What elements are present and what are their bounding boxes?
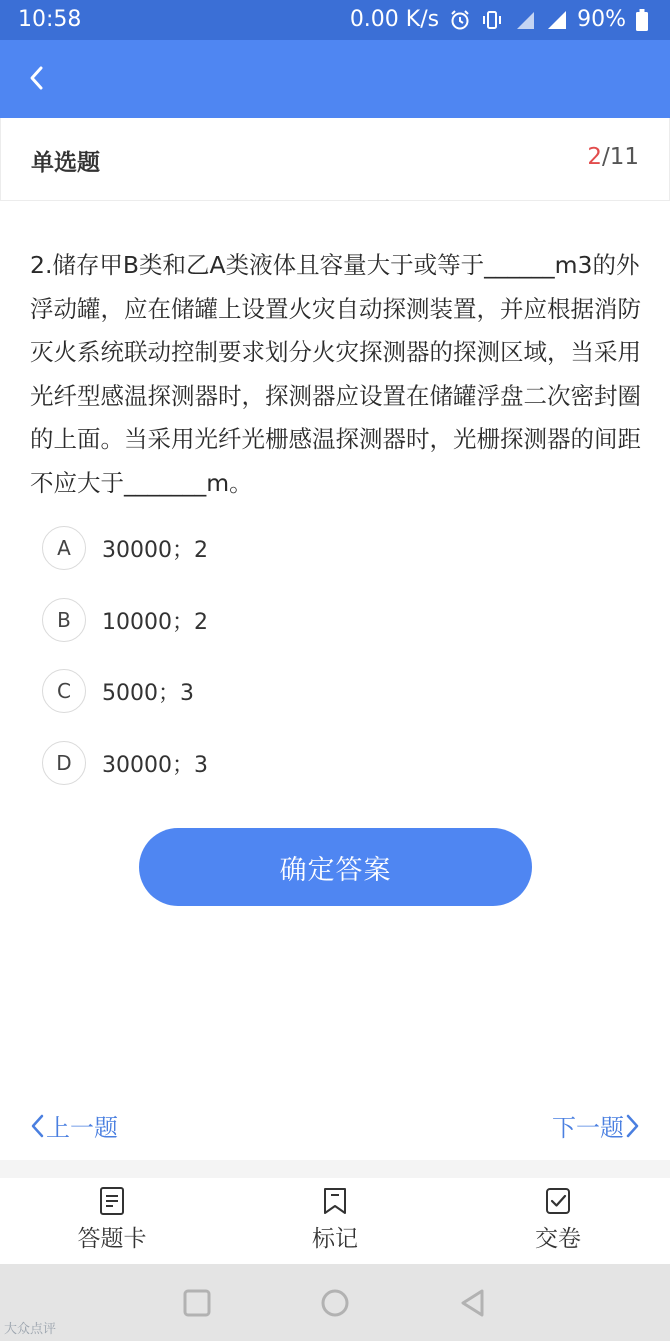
app-bar bbox=[0, 40, 670, 118]
tab-label: 标记 bbox=[312, 1226, 358, 1252]
option-b[interactable] bbox=[42, 597, 208, 643]
status-time: 10:58 bbox=[18, 7, 82, 32]
status-bar bbox=[0, 0, 670, 40]
back-nav-icon[interactable] bbox=[456, 1286, 490, 1320]
back-button[interactable] bbox=[18, 60, 54, 96]
recent-apps-icon[interactable] bbox=[180, 1286, 214, 1320]
vibrate-icon bbox=[481, 9, 503, 31]
battery-percent: 90% bbox=[577, 7, 626, 32]
option-letter: B bbox=[42, 598, 86, 642]
option-text: 10000；2 bbox=[102, 609, 208, 635]
option-text: 5000；3 bbox=[102, 680, 194, 706]
question-header bbox=[0, 118, 670, 201]
tab-submit-paper[interactable] bbox=[488, 1186, 628, 1262]
prev-label: 上一题 bbox=[46, 1114, 118, 1142]
home-icon[interactable] bbox=[318, 1286, 352, 1320]
status-right bbox=[350, 7, 648, 32]
divider bbox=[0, 1160, 670, 1178]
system-nav-bar bbox=[0, 1264, 670, 1341]
tab-label: 交卷 bbox=[535, 1226, 581, 1252]
question-type: 单选题 bbox=[31, 150, 100, 176]
tab-bookmark[interactable] bbox=[265, 1186, 405, 1262]
bookmark-icon bbox=[321, 1186, 349, 1216]
option-letter: A bbox=[42, 526, 86, 570]
current-index: 2 bbox=[587, 144, 602, 170]
watermark: 大众点评 bbox=[4, 1322, 57, 1337]
battery-icon bbox=[636, 9, 648, 31]
signal-4g-icon bbox=[513, 9, 535, 31]
chevron-left-icon bbox=[27, 65, 45, 91]
answer-sheet-icon bbox=[98, 1186, 126, 1216]
chevron-left-icon bbox=[30, 1113, 46, 1139]
option-d[interactable] bbox=[42, 740, 208, 786]
signal-icon bbox=[545, 9, 567, 31]
option-a[interactable] bbox=[42, 525, 208, 571]
next-question-button[interactable] bbox=[552, 1108, 640, 1143]
question-text: 2.储存甲B类和乙A类液体且容量大于或等于______m3的外浮动罐，应在储罐上设置火灾自动探测装置，并应根据消防灭火系统联动控制要求划分火灾探测器的探测区域，当采用光纤型感温探测器时，探测器应设置在储罐浮盘二次密封圈的上面。当采用光纤光栅感温探测器时，光栅探测器的间距不应大于_______m。 bbox=[30, 251, 641, 497]
tab-label: 答题卡 bbox=[77, 1226, 147, 1252]
alarm-icon bbox=[449, 9, 471, 31]
chevron-right-icon bbox=[624, 1113, 640, 1139]
question-progress bbox=[587, 144, 639, 170]
option-letter: C bbox=[42, 669, 86, 713]
confirm-answer-button[interactable]: 确定答案 bbox=[139, 828, 532, 906]
net-speed: 0.00 K/s bbox=[349, 7, 440, 32]
option-c[interactable] bbox=[42, 668, 194, 714]
bottom-tab-bar bbox=[0, 1178, 670, 1264]
tab-answer-sheet[interactable] bbox=[42, 1186, 182, 1262]
option-text: 30000；3 bbox=[102, 752, 208, 778]
option-letter: D bbox=[42, 741, 86, 785]
submit-check-icon bbox=[544, 1186, 572, 1216]
option-text: 30000；2 bbox=[102, 537, 208, 563]
next-label: 下一题 bbox=[552, 1114, 624, 1142]
prev-question-button[interactable] bbox=[30, 1108, 118, 1143]
total-count: /11 bbox=[601, 144, 639, 170]
